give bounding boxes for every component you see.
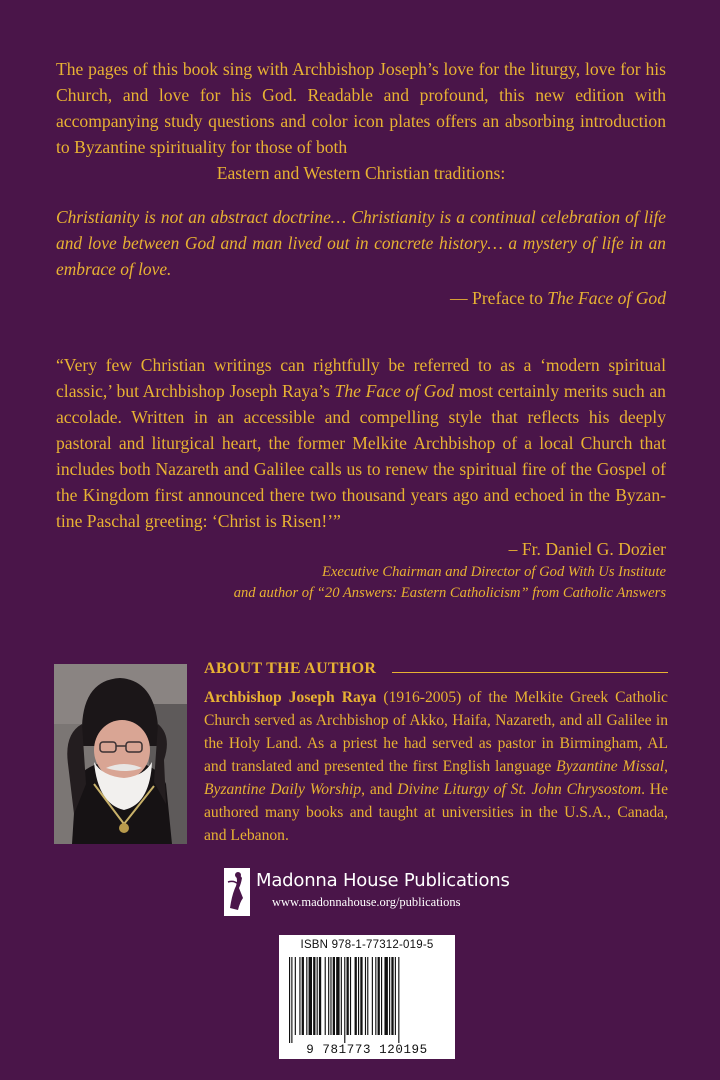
barcode-bar: [365, 957, 366, 1035]
isbn-barcode: [279, 935, 455, 1059]
barcode-bar: [381, 957, 382, 1035]
isbn-number: ISBN 978-1-77312-019-5: [300, 939, 434, 951]
barcode-bar: [295, 957, 296, 1035]
barcode-bar: [302, 957, 304, 1035]
author-photo: [54, 664, 187, 844]
barcode-bar: [375, 957, 376, 1035]
author-portrait-illustration: [54, 664, 187, 844]
intro-paragraph: The pages of this book sing with Archbishop Joseph’s love for the liturgy, love for his Church, and love for his God. Readable and profound, this new edition with accompanying study questions and color icon plates offers an absorbing introduction to Byzantine spirituality for those of both Eastern and Western Christian traditions:: [56, 56, 666, 186]
reviewer-name: – Fr. Daniel G. Dozier: [508, 539, 666, 559]
barcode-bar: [391, 957, 393, 1035]
barcode-bar: [360, 957, 362, 1035]
barcode-bar: [378, 957, 380, 1035]
publisher-name: Madonna House Publications: [256, 870, 510, 891]
barcode-bar: [306, 957, 307, 1035]
intro-last-line: Eastern and Western Christian traditions:: [216, 163, 506, 183]
barcode-bar: [347, 957, 349, 1035]
barcode-bar: [319, 957, 321, 1035]
barcode-bar: [333, 957, 335, 1035]
author-bio: Archbishop Joseph Raya (1916-2005) of the Melkite Greek Catholic Church served as Archbishop of Akko, Haifa, Nazareth, and all Galilee in the Holy Land. As a priest he had served as pastor in Birmingham, AL and translated and presented the first English language Byzantine Missal, Byzantine Daily Worship, and Divine Liturgy of St. John Chrysostom. He authored many books and taught at universities in the U.S.A., Canada, and Lebanon.: [204, 689, 668, 844]
about-author-heading: ABOUT THE AUTHOR: [204, 660, 377, 677]
barcode-bar: [336, 957, 339, 1035]
barcode-bar: [344, 957, 345, 1043]
barcode-bar: [358, 957, 359, 1035]
barcode-bar: [372, 957, 373, 1035]
barcode-bar: [309, 957, 312, 1035]
barcode-bar: [313, 957, 315, 1035]
barcode-bar: [330, 957, 331, 1035]
barcode-bar: [389, 957, 390, 1035]
barcode-bar: [317, 957, 318, 1035]
publisher-block: [224, 868, 514, 920]
heading-rule: [392, 672, 668, 673]
barcode-bar: [398, 957, 399, 1043]
reviewer-title: Executive Chairman and Director of God With Us Institute and author of “20 Answers: Eastern Catholicism” from Catholic Answers: [233, 564, 666, 601]
epigraph-quote: Christianity is not an abstract doctrine… Christianity is a continual celebration of life and love between God and man lived out in concrete history… a mystery of life in an embrace of love.: [56, 207, 666, 279]
barcode-bar: [350, 957, 351, 1035]
barcode-bar: [325, 957, 326, 1035]
review-book-title: The Face of God: [334, 381, 455, 401]
barcode-bar: [299, 957, 300, 1035]
publisher-logo-icon: [224, 868, 250, 916]
barcode-bar: [355, 957, 357, 1035]
barcode-bar: [395, 957, 396, 1035]
barcode-bar: [341, 957, 342, 1035]
publisher-url: www.madonnahouse.org/publications: [272, 895, 461, 909]
epigraph-source: — Preface to The Face of God: [450, 288, 666, 308]
barcode-bar: [291, 957, 292, 1043]
book-title: The Face of God: [547, 288, 666, 308]
barcode-bar: [328, 957, 329, 1035]
author-name: Archbishop Joseph Raya: [204, 689, 377, 706]
barcode-digits: 9 781773 120195: [279, 1043, 455, 1057]
barcode-bar: [367, 957, 368, 1035]
review-quote: “Very few Christian writings can rightfully be referred to as a ‘modern spiritual classic,’ but Archbishop Joseph Raya’s The Face of God most certainly merits such an accolade. Written in an accessible and compelling style that reflects his deeply pastoral and liturgical heart, the former Melkite Archbishop of a local Church that includes both Nazareth and Galilee calls us to renew the spiritual fire of the Gospel of the Kingdom first announced there two thousand years ago and echoed in the Byzantine Paschal greeting: ‘Christ is Risen!’”: [56, 355, 666, 531]
barcode-bar: [384, 957, 387, 1035]
barcode-bars: [287, 957, 447, 1043]
barcode-bar: [289, 957, 290, 1043]
